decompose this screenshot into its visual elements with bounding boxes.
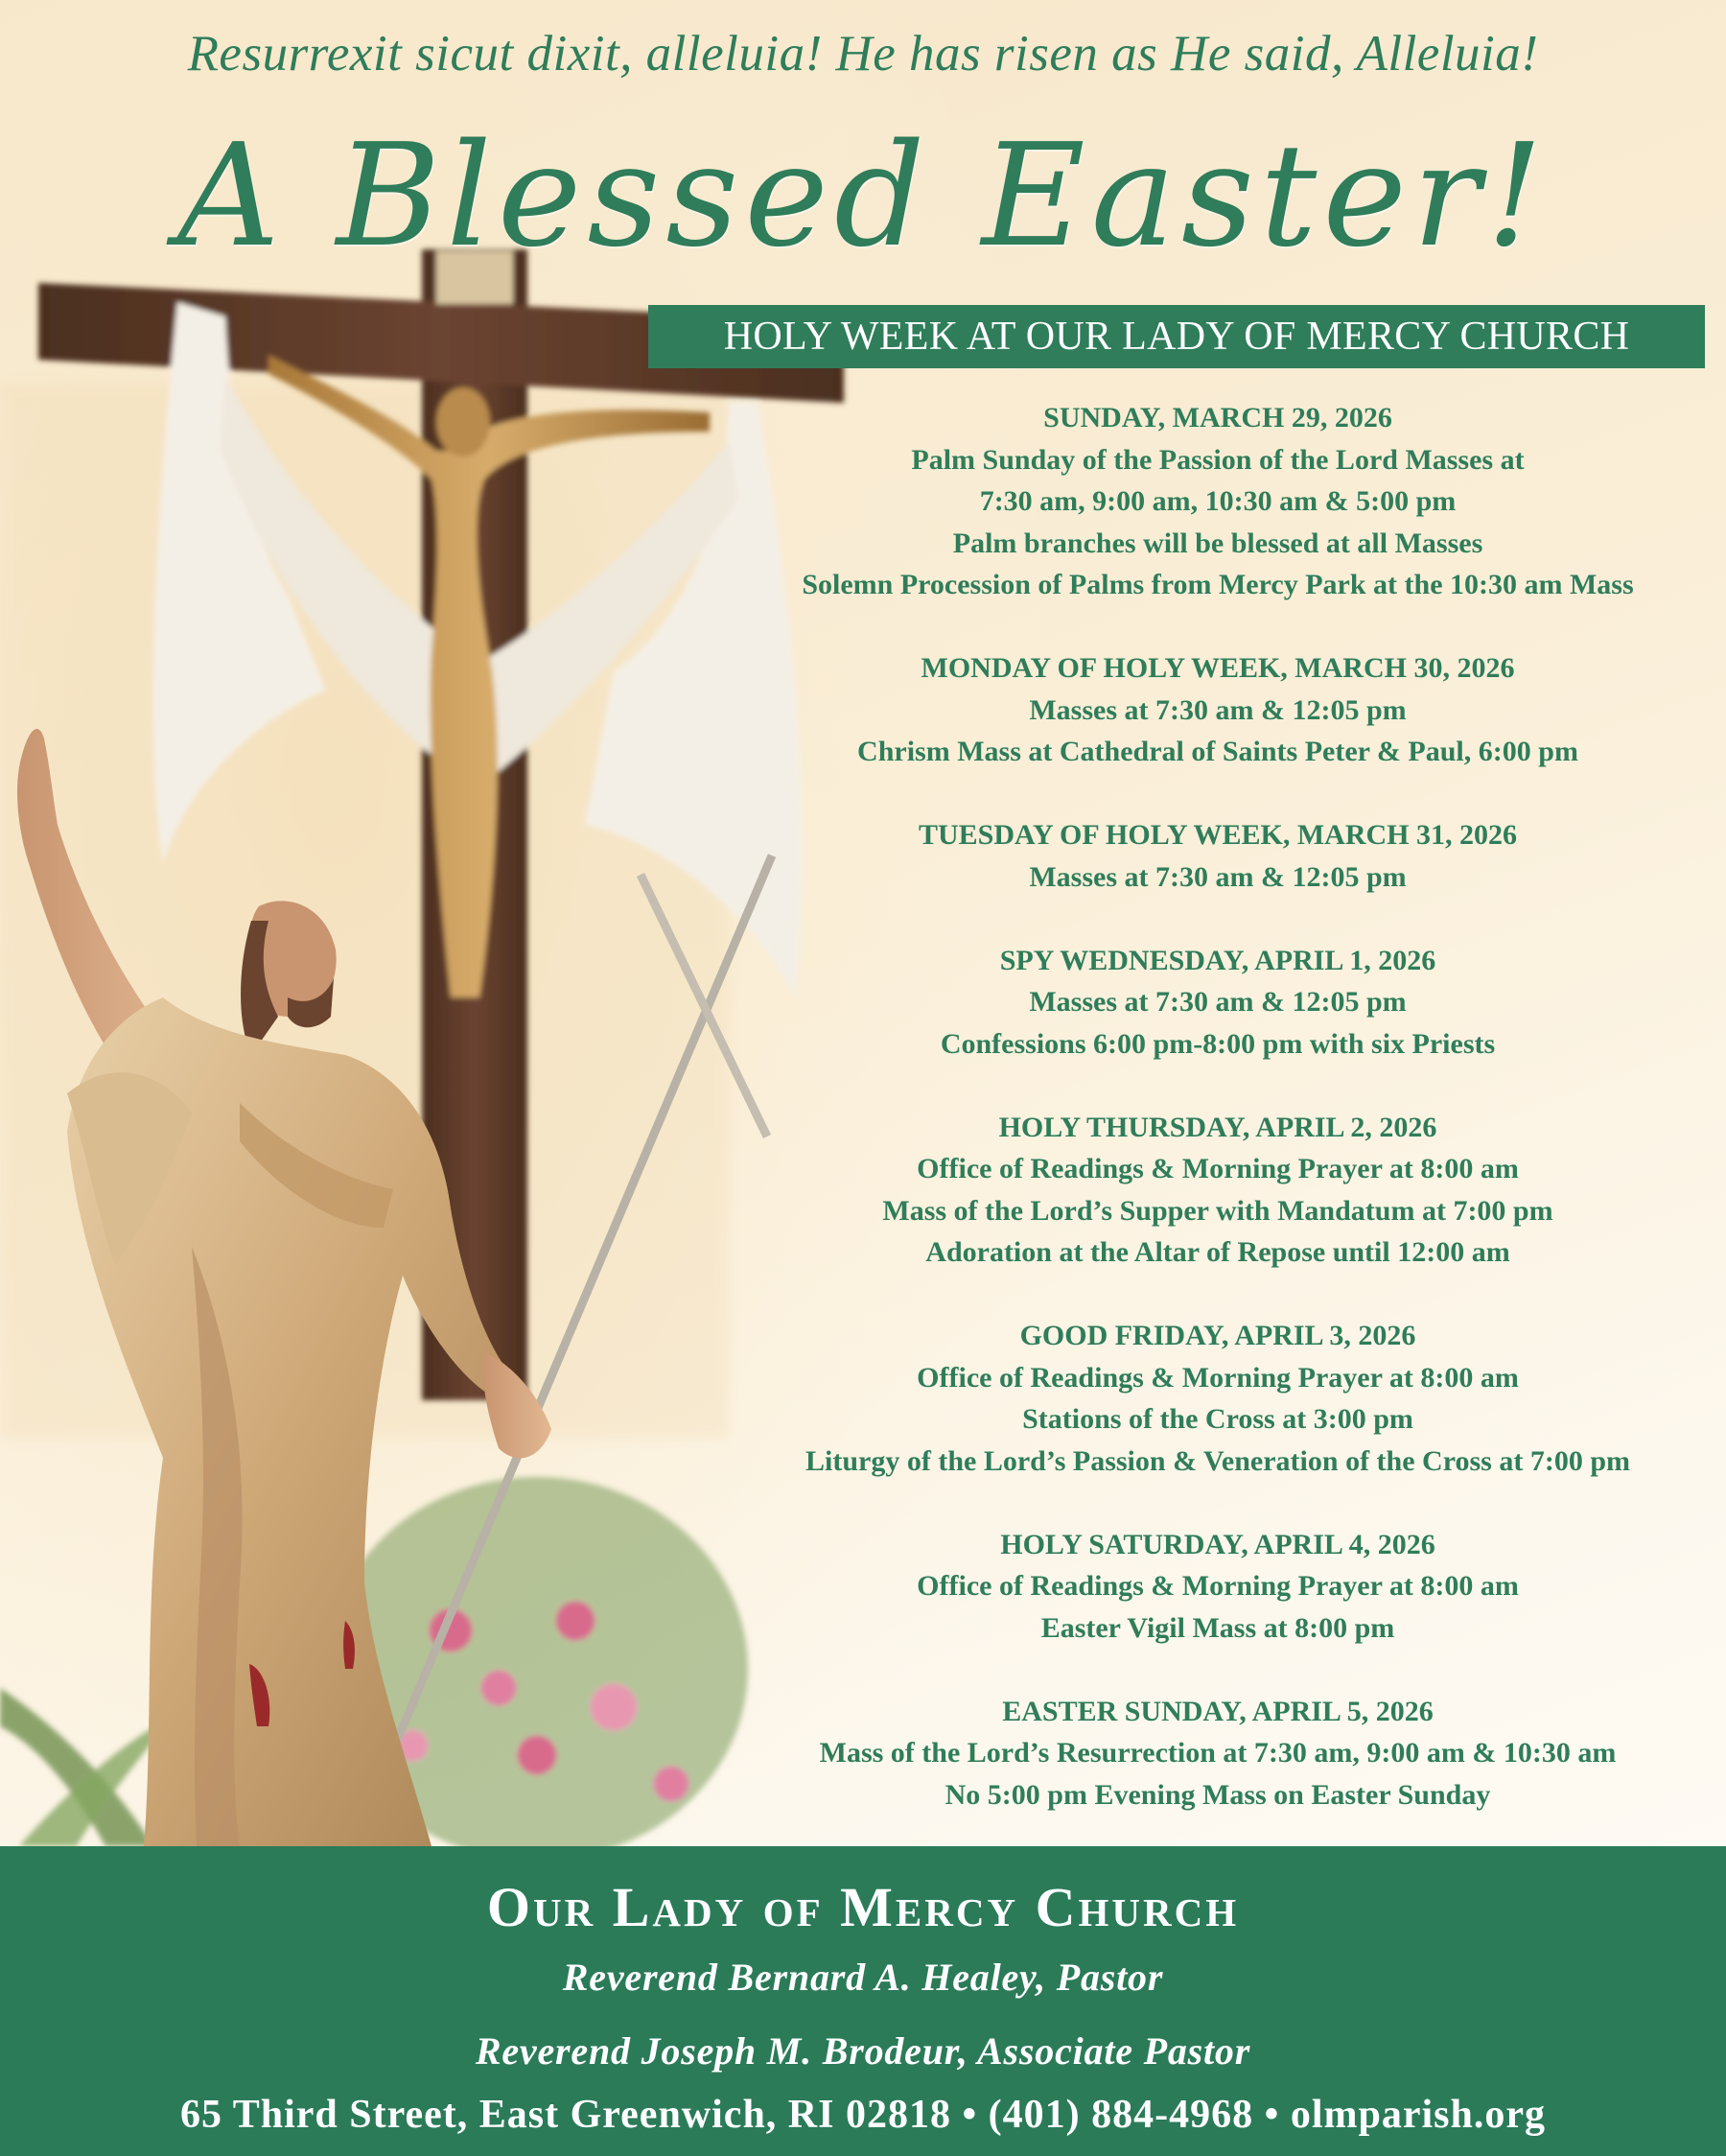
- easter-tagline: Resurrexit sicut dixit, alleluia! He has risen as He said, Alleluia!: [187, 26, 1539, 82]
- schedule-day: [729, 814, 1707, 898]
- day-line: Stations of the Cross at 3:00 pm: [1022, 1403, 1413, 1435]
- day-line: Easter Vigil Mass at 8:00 pm: [1040, 1611, 1395, 1644]
- day-line: Palm Sunday of the Passion of the Lord Masses at: [911, 443, 1525, 476]
- church-name: Our Lady of Mercy Church: [486, 1876, 1240, 1938]
- day-title: HOLY SATURDAY, APRIL 4, 2026: [1000, 1528, 1435, 1560]
- schedule-day: [729, 1315, 1707, 1482]
- schedule-day: [729, 647, 1707, 773]
- day-title: GOOD FRIDAY, APRIL 3, 2026: [1019, 1320, 1416, 1351]
- day-title: SUNDAY, MARCH 29, 2026: [1043, 402, 1392, 434]
- day-line: Masses at 7:30 am & 12:05 pm: [1029, 693, 1407, 726]
- day-line: Liturgy of the Lord’s Passion & Veneration of the Cross at 7:00 pm: [805, 1444, 1630, 1477]
- schedule-day: [729, 940, 1707, 1066]
- day-line: Office of Readings & Morning Prayer at 8:00 am: [917, 1153, 1519, 1184]
- day-line: Confessions 6:00 pm-8:00 pm with six Priests: [940, 1027, 1496, 1060]
- day-line: Masses at 7:30 am & 12:05 pm: [1029, 986, 1407, 1018]
- day-line: Chrism Mass at Cathedral of Saints Peter & Paul, 6:00 pm: [857, 736, 1578, 767]
- pastor-name: Reverend Bernard A. Healey, Pastor: [562, 1956, 1164, 1999]
- holy-week-schedule: [729, 397, 1707, 1858]
- associate-pastor-name: Reverend Joseph M. Brodeur, Associate Pastor: [475, 2029, 1251, 2073]
- contact-address: 65 Third Street, East Greenwich, RI 02818 • (401) 884-4968 • olmparish.org: [179, 2093, 1547, 2137]
- schedule-day: [729, 397, 1707, 606]
- day-line: Mass of the Lord’s Supper with Mandatum at 7:00 pm: [882, 1194, 1553, 1227]
- church-footer: [0, 1846, 1726, 2156]
- day-line: Adoration at the Altar of Repose until 12:00 am: [925, 1236, 1510, 1268]
- day-title: EASTER SUNDAY, APRIL 5, 2026: [1002, 1695, 1434, 1727]
- day-line: No 5:00 pm Evening Mass on Easter Sunday: [945, 1778, 1491, 1811]
- schedule-day: [729, 1691, 1707, 1816]
- day-line: Office of Readings & Morning Prayer at 8:00 am: [917, 1361, 1519, 1394]
- day-line: Solemn Procession of Palms from Mercy Park at the 10:30 am Mass: [802, 569, 1634, 600]
- day-line: Mass of the Lord’s Resurrection at 7:30 am, 9:00 am & 10:30 am: [819, 1737, 1617, 1769]
- day-title: HOLY THURSDAY, APRIL 2, 2026: [998, 1111, 1437, 1143]
- day-title: MONDAY OF HOLY WEEK, MARCH 30, 2026: [921, 652, 1515, 684]
- day-line: Palm branches will be blessed at all Masses: [952, 527, 1483, 559]
- holy-week-banner: HOLY WEEK AT OUR LADY OF MERCY CHURCH: [648, 305, 1705, 368]
- schedule-day: [729, 1107, 1707, 1274]
- day-title: SPY WEDNESDAY, APRIL 1, 2026: [999, 944, 1436, 976]
- day-line: Office of Readings & Morning Prayer at 8:00 am: [917, 1570, 1519, 1602]
- schedule-day: [729, 1524, 1707, 1650]
- day-title: TUESDAY OF HOLY WEEK, MARCH 31, 2026: [919, 819, 1517, 851]
- day-line: 7:30 am, 9:00 am, 10:30 am & 5:00 pm: [979, 485, 1457, 517]
- day-line: Masses at 7:30 am & 12:05 pm: [1029, 860, 1407, 893]
- headline-blessed-easter: A Blessed Easter!: [176, 113, 1550, 278]
